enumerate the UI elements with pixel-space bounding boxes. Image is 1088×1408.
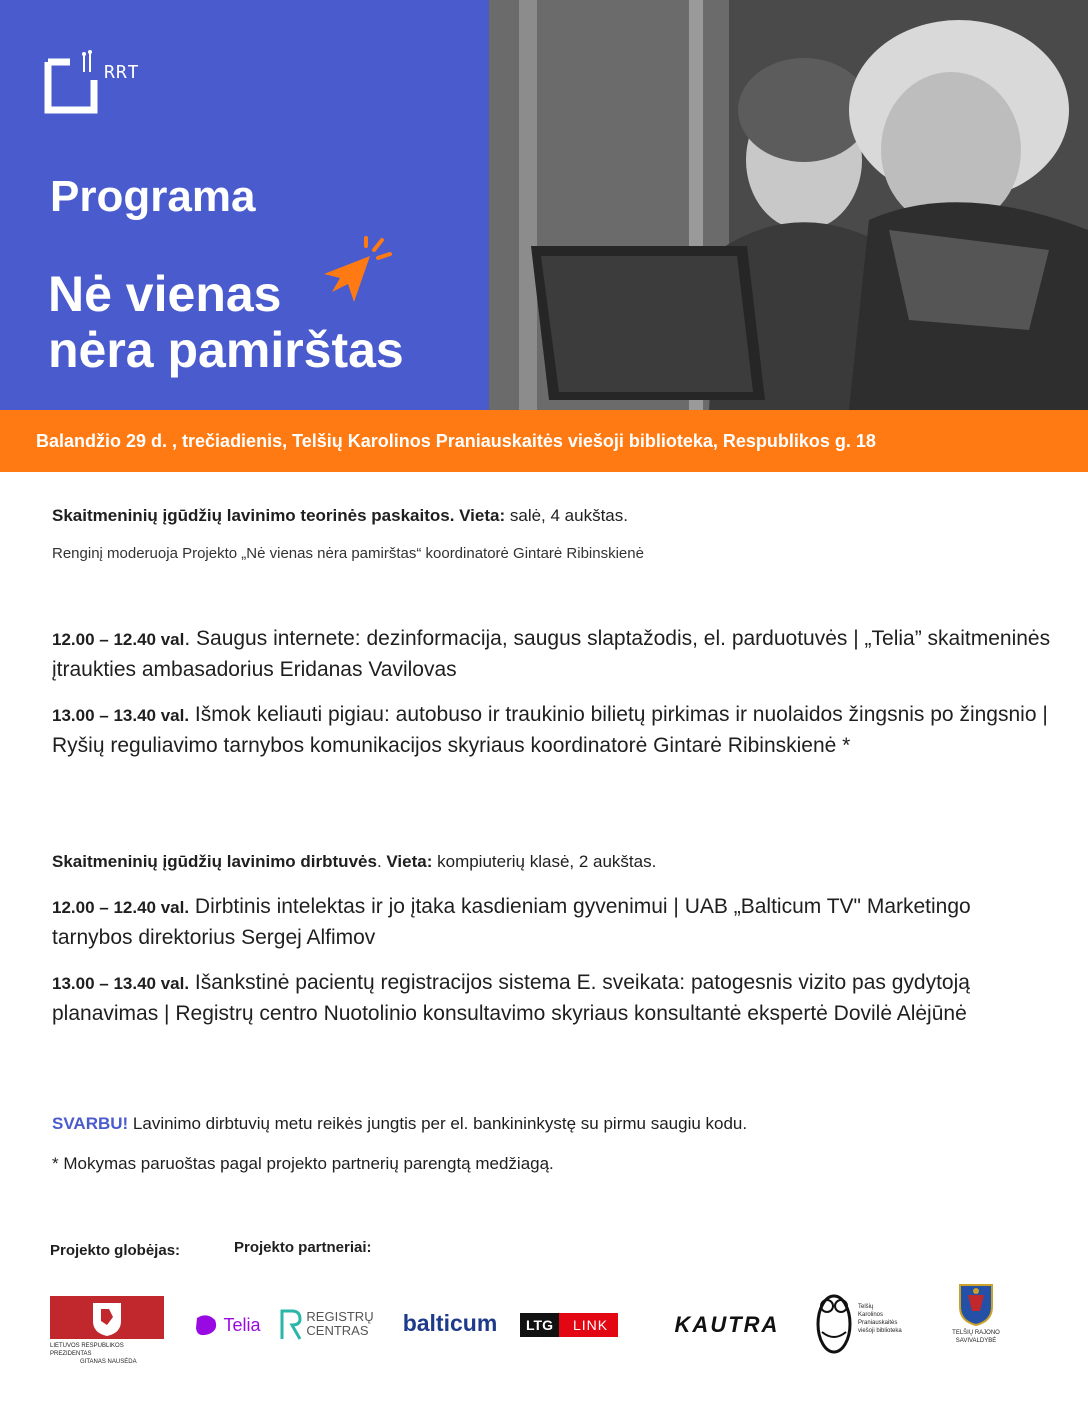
registru-text: [306, 1310, 373, 1338]
registru-r-icon: [278, 1307, 304, 1341]
entry-time: 13.00 – 13.40 val.: [52, 974, 190, 993]
municipality-line1: TELŠIŲ RAJONO: [952, 1330, 1000, 1336]
telsiai-municipality-logo: [944, 1276, 1008, 1350]
title-line-1: Nė vienas: [48, 266, 282, 322]
entry-time: 13.00 – 13.40 val.: [52, 706, 190, 725]
footnote: * Mokymas paruoštas pagal projekto partnerių parengtą medžiagą.: [52, 1154, 554, 1173]
entry-text: Dirbtinis intelektas ir jo įtaka kasdieniam gyvenimui | UAB „Balticum TV" Marketingo tarnybos direktorius Sergej Alfimov: [52, 895, 971, 949]
schedule-entry: [52, 968, 1052, 1029]
patron-label: Projekto globėjas:: [50, 1242, 181, 1259]
section1-heading: [52, 506, 628, 526]
entry-text: . Saugus internete: dezinformacija, saugus slaptažodis, el. parduotuvės | „Telia” skaitmeninės įtraukties ambasadorius Eridanas Vavilovas: [52, 627, 1051, 681]
entry-time: 12.00 – 12.40 val: [52, 630, 185, 649]
important-text: Lavinimo dirbtuvių metu reikės jungtis per el. bankininkystę su pirmu saugiu kodu.: [128, 1114, 748, 1133]
section2-heading: [52, 852, 656, 872]
moderator-note: Renginį moderuoja Projekto „Nė vienas nėra pamirštas“ koordinatorė Gintarė Ribinskienė: [52, 545, 644, 562]
registru-centras-logo: [278, 1306, 374, 1342]
hero-photo: [489, 0, 1088, 410]
library-logo: [812, 1282, 920, 1356]
registru-line1: REGISTRŲ: [306, 1309, 374, 1324]
section1-heading-location: salė, 4 aukštas.: [505, 506, 628, 525]
schedule-entry: [52, 624, 1052, 685]
president-caption: [50, 1342, 164, 1366]
telia-text: Telia: [223, 1314, 261, 1335]
municipality-line2: SAVIVALDYBĖ: [955, 1338, 997, 1344]
president-emblem-icon: [50, 1296, 164, 1339]
section2-heading-vieta: Vieta:: [386, 852, 433, 871]
partners-label: Projekto partneriai:: [234, 1239, 372, 1256]
hero-blue-panel: [0, 0, 489, 410]
president-caption-line1: LIETUVOS RESPUBLIKOS PREZIDENTAS: [50, 1343, 124, 1357]
kautra-logo: [662, 1312, 792, 1338]
library-line3: Praniauskaitės: [858, 1320, 898, 1326]
municipality-text: [952, 1329, 1000, 1345]
library-line2: Karolinos: [858, 1312, 884, 1318]
logo-text: RRT: [104, 62, 140, 83]
important-label: SVARBU!: [52, 1114, 129, 1133]
section2-heading-sep: .: [376, 852, 387, 871]
registru-line2: CENTRAS: [306, 1323, 369, 1338]
telia-logo: [190, 1310, 264, 1340]
entry-text: Išmok keliauti pigiau: autobuso ir traukinio bilietų pirkimas ir nuolaidos žingsnis po žingsnio | Ryšių reguliavimo tarnybos komunikacijos skyriaus koordinatorė Gintarė Ribinskienė *: [52, 703, 1048, 757]
program-label: Programa: [50, 172, 256, 221]
link-text: LINK: [559, 1313, 618, 1337]
title-line-2: nėra pamirštas: [48, 322, 404, 378]
library-line1: Telšių: [858, 1304, 874, 1310]
section2-heading-location: kompiuterių klasė, 2 aukštas.: [432, 852, 657, 871]
ltg-text: LTG: [520, 1313, 559, 1337]
library-text: [858, 1303, 902, 1335]
hero-banner: [0, 0, 1088, 410]
balticum-text: balticum: [402, 1309, 498, 1336]
section1-heading-bold: Skaitmeninių įgūdžių lavinimo teorinės paskaitos. Vieta:: [52, 506, 506, 525]
schedule-entry: [52, 700, 1052, 761]
president-caption-line2: GITANAS NAUSĖDA: [80, 1359, 137, 1365]
ltg-link-logo: [520, 1313, 638, 1337]
coat-of-arms-icon: [956, 1281, 996, 1327]
president-logo: [50, 1296, 164, 1366]
telia-pebble-icon: [193, 1312, 219, 1338]
section2-heading-bold: Skaitmeninių įgūdžių lavinimo dirbtuvės: [52, 852, 377, 871]
owl-icon: [812, 1282, 856, 1356]
event-date-location-band: Balandžio 29 d. , trečiadienis, Telšių Karolinos Praniauskaitės viešoji biblioteka, Respublikos g. 18: [0, 410, 1088, 472]
entry-text: Išankstinė pacientų registracijos sistema E. sveikata: patogesnis vizito pas gydytoją planavimas | Registrų centro Nuotolinio konsultavimo skyriaus konsultantė ekspertė Dovilė Alėjūnė: [52, 971, 970, 1025]
boy-and-grandmother-photo-illustration: [489, 0, 1088, 410]
cursor-click-icon: [318, 236, 394, 308]
entry-time: 12.00 – 12.40 val.: [52, 898, 190, 917]
schedule-entry: [52, 892, 1052, 953]
kautra-text: KAUTRA: [674, 1312, 780, 1337]
library-line4: viešoji biblioteka: [858, 1328, 902, 1334]
rrt-logo-icon: [44, 50, 104, 114]
important-note: [52, 1114, 747, 1134]
balticum-logo: [392, 1308, 508, 1338]
